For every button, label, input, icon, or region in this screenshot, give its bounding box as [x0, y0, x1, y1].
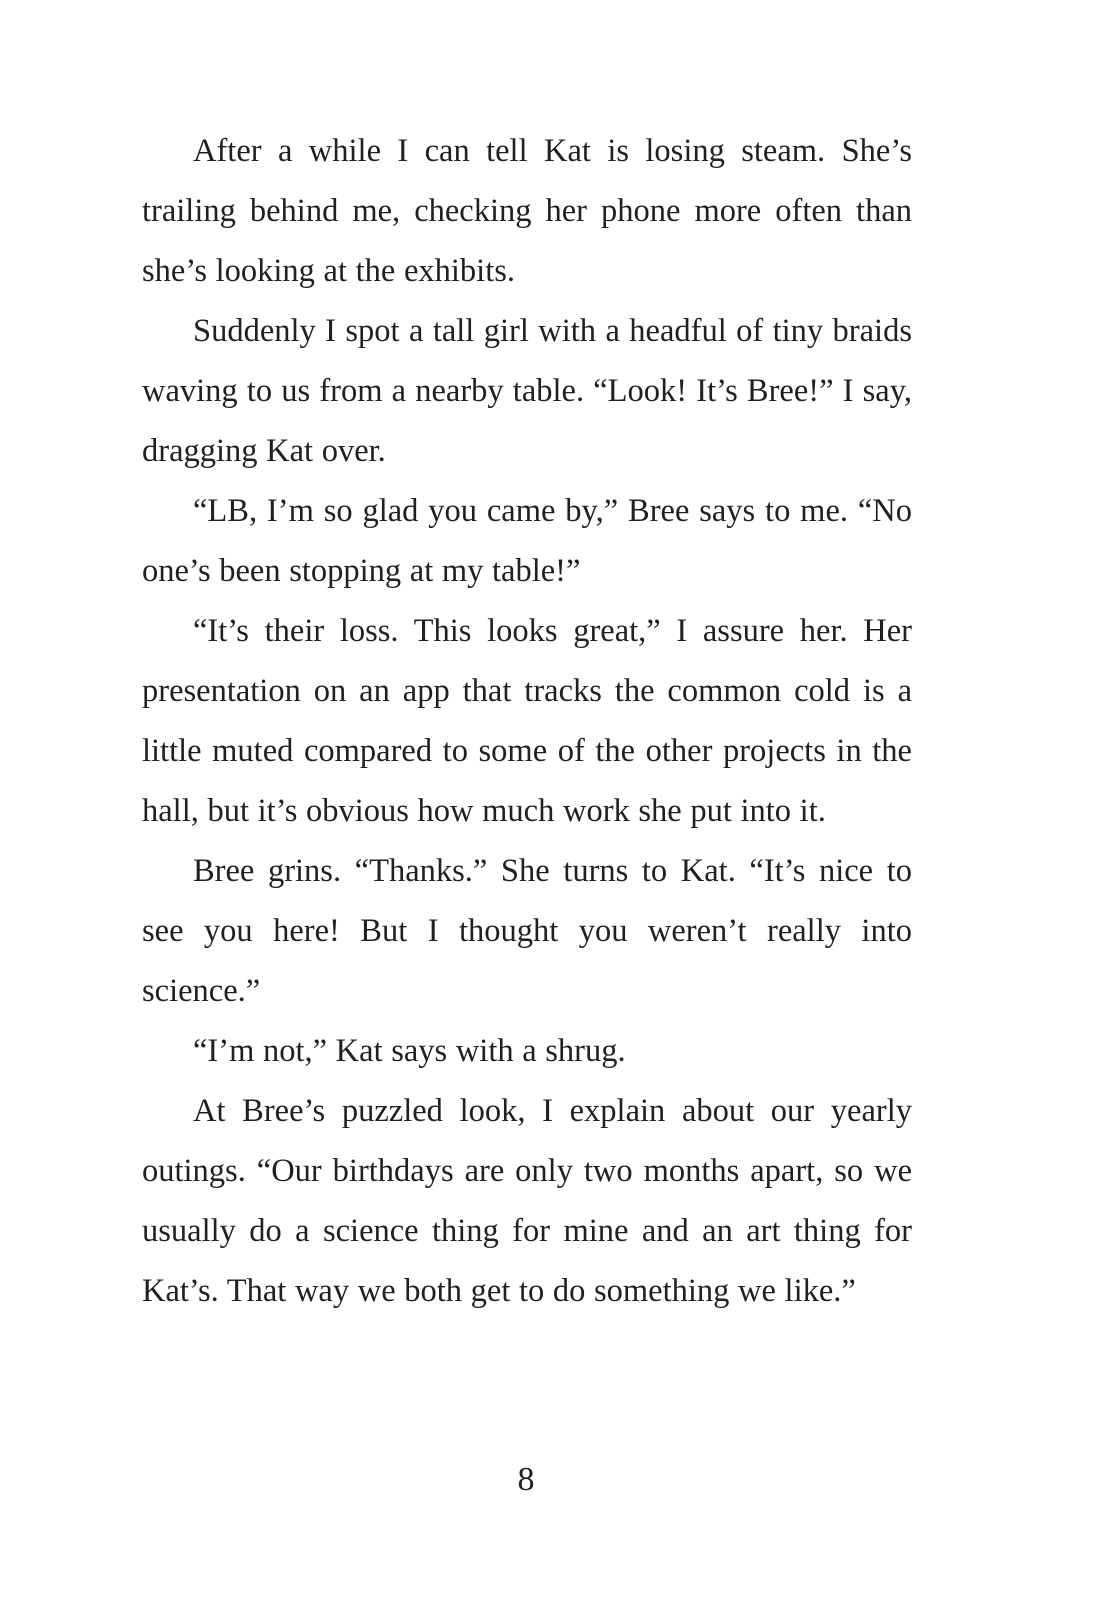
- paragraph: At Bree’s puzzled look, I explain about our yearly outings. “Our birthdays are only two months apart, so we usually do a science thing for mine and an art thing for Kat’s. That way we both get to do something we like.”: [142, 1093, 912, 1309]
- paragraph: After a while I can tell Kat is losing steam. She’s trailing behind me, checking her phone more often than she’s looking at the exhibits.: [142, 133, 912, 289]
- paragraph: “It’s their loss. This looks great,” I assure her. Her presentation on an app that tracks the common cold is a little muted compared to some of the other projects in the hall, but it’s obvious how much work she put into it.: [142, 613, 912, 829]
- paragraph: “LB, I’m so glad you came by,” Bree says to me. “No one’s been stopping at my table!”: [142, 493, 912, 589]
- page-number: 8: [517, 1461, 535, 1498]
- paragraph: Suddenly I spot a tall girl with a headful of tiny braids waving to us from a nearby table. “Look! It’s Bree!” I say, dragging Kat over.: [142, 313, 912, 469]
- paragraph: Bree grins. “Thanks.” She turns to Kat. “It’s nice to see you here! But I thought you weren’t really into science.”: [142, 853, 912, 1009]
- paragraph: “I’m not,” Kat says with a shrug.: [193, 1033, 626, 1069]
- body-text: [142, 121, 912, 1321]
